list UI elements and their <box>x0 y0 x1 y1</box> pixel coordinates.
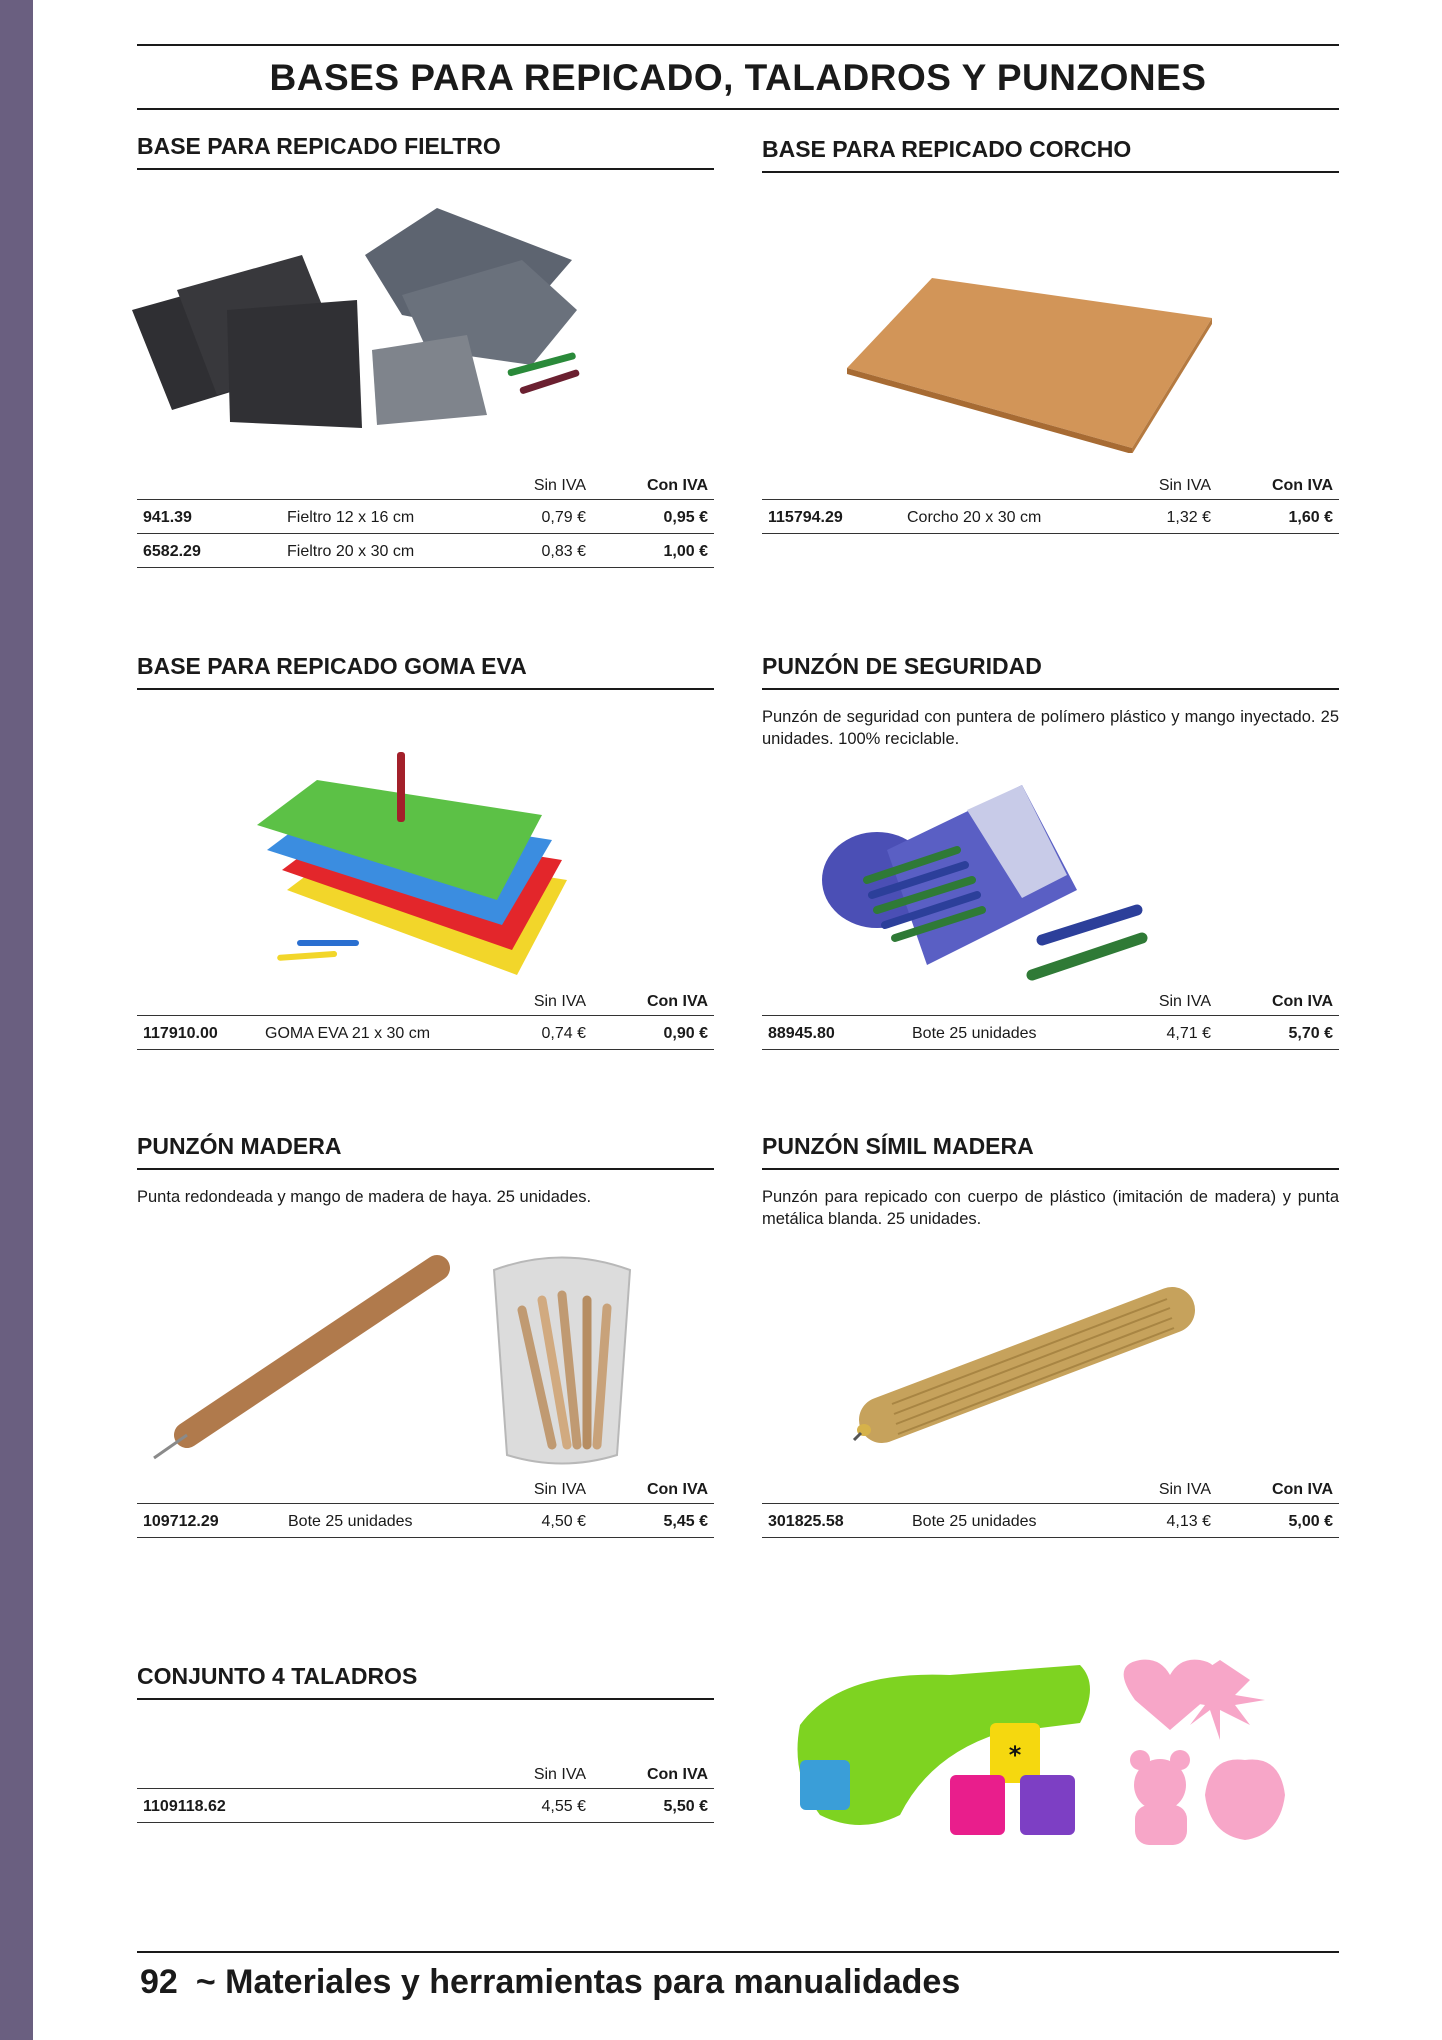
price-row <box>137 500 714 534</box>
sin-iva-header: Sin IVA <box>533 477 586 494</box>
page-title: BASES PARA REPICADO, TALADROS Y PUNZONES <box>269 57 1207 98</box>
price-table <box>137 472 714 568</box>
product-description: Fieltro 12 x 16 cm <box>287 509 415 526</box>
side-color-strip <box>0 0 33 2040</box>
price-table-header <box>762 988 1339 1016</box>
price-sin-iva: 0,83 € <box>541 543 586 560</box>
product-description-text: Punta redondeada y mango de madera de haya. 25 unidades. <box>137 1188 592 1206</box>
product-code: 88945.80 <box>768 1025 835 1042</box>
section-header <box>137 1660 714 1700</box>
price-con-iva: 1,60 € <box>1288 509 1333 526</box>
section-header <box>762 650 1339 690</box>
price-sin-iva: 4,13 € <box>1166 1513 1211 1530</box>
section-taladros <box>137 1660 714 1840</box>
product-description-text: Punzón de seguridad con puntera de polímero plástico y mango inyectado. 25 unidades. 100% reciclable. <box>762 708 1339 748</box>
sin-iva-header: Sin IVA <box>1158 993 1211 1010</box>
section-title: PUNZÓN MADERA <box>137 1133 342 1159</box>
section-punzon-seguridad <box>762 650 1339 1070</box>
section-goma-eva <box>137 650 714 1070</box>
section-header <box>137 650 714 690</box>
price-row <box>137 534 714 568</box>
price-table <box>762 1476 1339 1538</box>
price-con-iva: 0,95 € <box>663 509 708 526</box>
con-iva-header: Con IVA <box>1271 993 1333 1010</box>
price-table <box>137 1761 714 1823</box>
sin-iva-header: Sin IVA <box>1158 477 1211 494</box>
product-description-text: Punzón para repicado con cuerpo de plástico (imitación de madera) y punta metálica blanda. 25 unidades. <box>762 1188 1339 1228</box>
price-table-header <box>137 988 714 1016</box>
faux-wood-punch-image <box>852 1270 1212 1470</box>
price-row <box>762 1504 1339 1538</box>
product-code: 941.39 <box>143 509 192 526</box>
section-title: BASE PARA REPICADO GOMA EVA <box>137 653 527 679</box>
con-iva-header: Con IVA <box>646 1766 708 1783</box>
price-con-iva: 5,50 € <box>663 1798 708 1815</box>
section-title: BASE PARA REPICADO FIELTRO <box>137 133 501 159</box>
section-header <box>762 133 1339 173</box>
section-title: PUNZÓN DE SEGURIDAD <box>762 653 1042 679</box>
section-corcho <box>762 133 1339 553</box>
sin-iva-header: Sin IVA <box>533 993 586 1010</box>
price-row <box>137 1504 714 1538</box>
eva-foam-sheets-image <box>257 740 587 980</box>
section-fieltro <box>137 130 714 580</box>
price-row <box>762 500 1339 534</box>
section-punzon-simil <box>762 1130 1339 1590</box>
price-table-header <box>762 472 1339 500</box>
price-table-header <box>137 1761 714 1789</box>
price-row <box>762 1016 1339 1050</box>
con-iva-header: Con IVA <box>1271 1481 1333 1498</box>
price-table-header <box>137 1476 714 1504</box>
price-con-iva: 5,45 € <box>663 1513 708 1530</box>
con-iva-header: Con IVA <box>646 1481 708 1498</box>
price-con-iva: 5,70 € <box>1288 1025 1333 1042</box>
section-title: CONJUNTO 4 TALADROS <box>137 1663 418 1689</box>
product-code: 6582.29 <box>143 543 201 560</box>
footer-rule <box>137 1951 1339 1953</box>
felt-pads-image <box>127 200 717 440</box>
section-header <box>137 1130 714 1170</box>
svg-text:*: * <box>1008 1741 1022 1769</box>
con-iva-header: Con IVA <box>1271 477 1333 494</box>
price-row <box>137 1789 714 1823</box>
product-description: Fieltro 20 x 30 cm <box>287 543 415 560</box>
section-title: BASE PARA REPICADO CORCHO <box>762 136 1132 162</box>
price-table <box>762 472 1339 534</box>
price-table <box>137 988 714 1050</box>
price-table-header <box>137 472 714 500</box>
product-description: GOMA EVA 21 x 30 cm <box>265 1025 431 1042</box>
price-sin-iva: 4,55 € <box>541 1798 586 1815</box>
product-description: Bote 25 unidades <box>912 1025 1037 1042</box>
product-code: 115794.29 <box>768 509 843 526</box>
product-code: 301825.58 <box>768 1513 844 1530</box>
product-code: 1109118.62 <box>143 1798 226 1815</box>
section-header <box>762 1130 1339 1170</box>
sin-iva-header: Sin IVA <box>533 1766 586 1783</box>
product-description: Bote 25 unidades <box>288 1513 413 1530</box>
page-number: 92 <box>140 1963 178 2001</box>
price-con-iva: 5,00 € <box>1288 1513 1333 1530</box>
sin-iva-header: Sin IVA <box>533 1481 586 1498</box>
price-sin-iva: 0,79 € <box>541 509 586 526</box>
price-table-header <box>762 1476 1339 1504</box>
price-sin-iva: 4,50 € <box>541 1513 586 1530</box>
punch-drill-set-image <box>780 1645 1310 1860</box>
price-table <box>762 988 1339 1050</box>
product-code: 117910.00 <box>143 1025 218 1042</box>
wooden-punch-image <box>132 1240 712 1490</box>
price-sin-iva: 1,32 € <box>1166 509 1211 526</box>
price-table <box>137 1476 714 1538</box>
page-header <box>137 44 1339 110</box>
price-row <box>137 1016 714 1050</box>
price-sin-iva: 0,74 € <box>541 1025 586 1042</box>
price-con-iva: 0,90 € <box>663 1025 708 1042</box>
section-punzon-madera <box>137 1130 714 1590</box>
section-title: PUNZÓN SÍMIL MADERA <box>762 1133 1034 1159</box>
price-con-iva: 1,00 € <box>663 543 708 560</box>
con-iva-header: Con IVA <box>646 993 708 1010</box>
product-description: Corcho 20 x 30 cm <box>907 509 1042 526</box>
price-sin-iva: 4,71 € <box>1166 1025 1211 1042</box>
sin-iva-header: Sin IVA <box>1158 1481 1211 1498</box>
con-iva-header: Con IVA <box>646 477 708 494</box>
section-header <box>137 130 714 170</box>
product-description: Bote 25 unidades <box>912 1513 1037 1530</box>
page-footer <box>140 1963 960 2002</box>
footer-title: ~ Materiales y herramientas para manualidades <box>195 1963 961 2001</box>
product-code: 109712.29 <box>143 1513 219 1530</box>
safety-punch-tube-image <box>807 770 1227 990</box>
cork-board-image <box>842 263 1262 453</box>
